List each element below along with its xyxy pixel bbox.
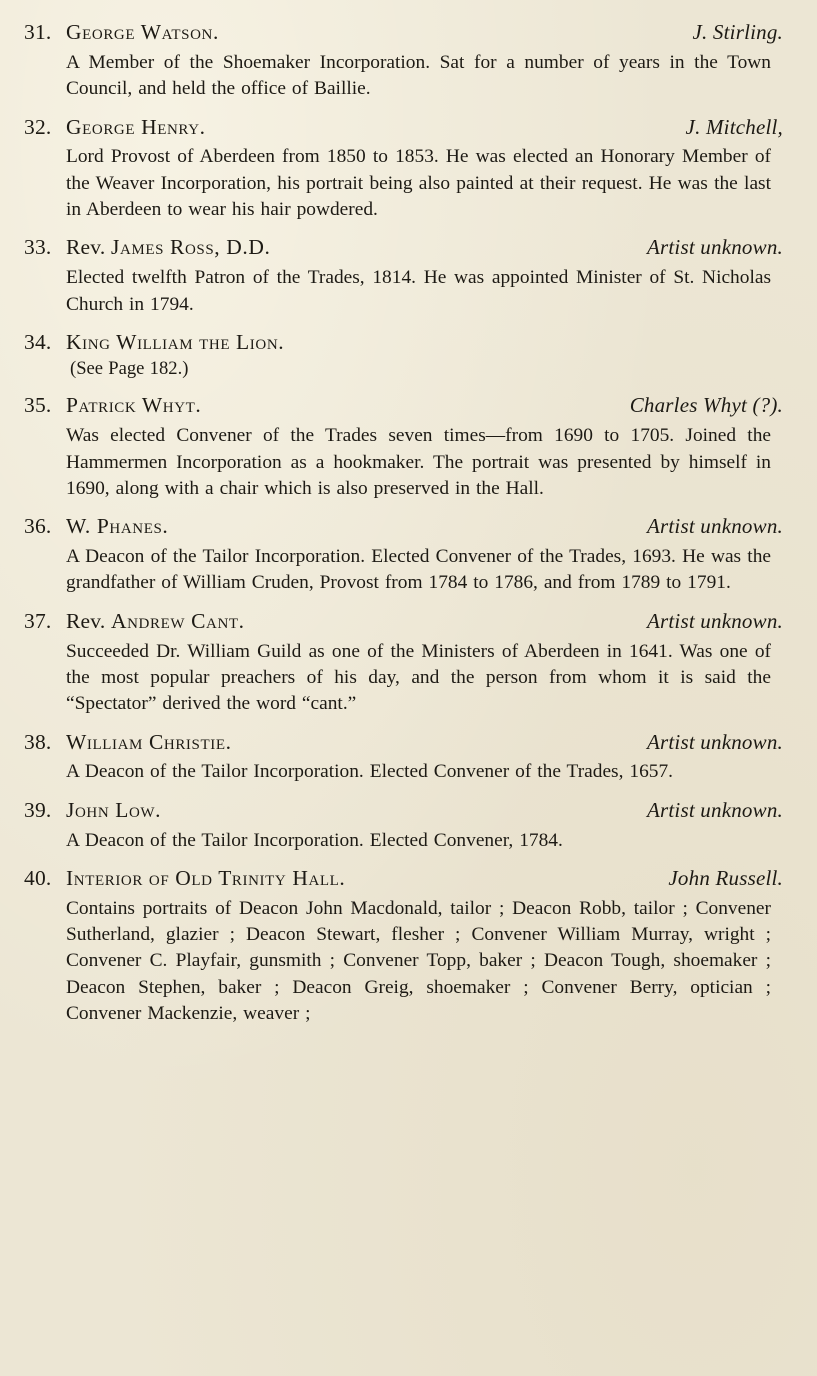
entry-title-wrap [24, 113, 206, 141]
entry-title: W. Phanes. [66, 514, 169, 539]
catalogue-entry-40 [22, 864, 787, 1028]
entry-header [22, 233, 787, 262]
entry-title-prefix: Rev. [66, 235, 111, 260]
entry-header [22, 796, 787, 825]
entry-number: 31. [24, 20, 52, 44]
entry-description: Was elected Convener of the Trades seven times—from 1690 to 1705. Joined the Hammermen Incorporation as a hookmaker. The portrait was presented by himself in 1690, along with a chair which is also preserved in the Hall. [66, 425, 771, 499]
entry-header [22, 328, 787, 356]
entry-title-wrap [24, 864, 345, 892]
entry-number: 32. [24, 114, 52, 139]
entry-title: George Watson. [66, 20, 219, 44]
entry-header [22, 18, 787, 47]
entry-artist: Artist unknown. [646, 797, 783, 822]
entry-header [22, 113, 787, 142]
entry-number: 37. [24, 608, 52, 633]
entry-title-wrap [24, 512, 168, 540]
catalogue-entry-36 [22, 512, 787, 597]
catalogue-entry-38 [22, 728, 787, 786]
entry-artist: Artist unknown. [646, 608, 783, 633]
catalogue-entry-34 [22, 328, 787, 382]
entry-number: 39. [24, 797, 52, 822]
entry-title: Interior of Old Trinity Hall. [66, 865, 346, 890]
entry-header [22, 864, 787, 893]
entry-title: John Low. [66, 797, 162, 822]
entry-artist: John Russell. [668, 865, 783, 890]
entry-description: A Deacon of the Tailor Incorporation. Elected Convener of the Trades, 1657. [66, 761, 674, 783]
entry-description: A Deacon of the Tailor Incorporation. Elected Convener of the Trades, 1693. He was the grandfather of William Cruden, Provost from 1784 to 1786, and from 1789 to 1791. [66, 546, 771, 594]
entry-artist: Charles Whyt (?). [629, 393, 783, 418]
entry-title: James Ross, D.D. [111, 235, 271, 260]
catalogue-entry-37 [22, 607, 787, 718]
entry-header [22, 512, 787, 541]
entry-title: George Henry. [66, 114, 206, 139]
entry-title-wrap [24, 233, 270, 261]
entry-description: A Member of the Shoemaker Incorporation. Sat for a number of years in the Town Council, and held the office of Baillie. [66, 51, 771, 100]
entry-title: William Christie. [66, 729, 232, 754]
entry-note: (See Page 182.) [70, 358, 189, 380]
entry-title: Andrew Cant. [111, 608, 245, 633]
entry-number: 40. [24, 865, 52, 890]
entry-header [22, 607, 787, 636]
entry-title-wrap [24, 328, 284, 356]
entry-description: Lord Provost of Aberdeen from 1850 to 1853. He was elected an Honorary Member of the Weaver Incorporation, his portrait being also painted at their request. He was the last in Aberdeen to wear his hair powdered. [66, 146, 771, 220]
entry-number: 36. [24, 514, 52, 539]
entry-artist: J. Stirling. [692, 20, 783, 44]
entry-header [22, 728, 787, 757]
entry-title-wrap [24, 18, 219, 46]
entry-artist: Artist unknown. [646, 514, 783, 539]
entry-description: Contains portraits of Deacon John Macdonald, tailor ; Deacon Robb, tailor ; Convener Sutherland, glazier ; Deacon Stewart, flesher ; Convener William Murray, wright ; Convener C. Playfair, gunsmith ; Convener Topp, baker ; Deacon Tough, shoemaker ; Deacon Stephen, baker ; Deacon Greig, shoemaker ; Convener Berry, optician ; Convener Mackenzie, weaver ; [66, 897, 771, 1025]
entry-number: 33. [24, 235, 52, 260]
catalogue-entry-31 [22, 18, 787, 103]
entry-artist: J. Mitchell, [685, 114, 783, 139]
entry-header [22, 391, 787, 420]
catalogue-entry-32 [22, 113, 787, 224]
entry-description: Succeeded Dr. William Guild as one of the Ministers of Aberdeen in 1641. Was one of the most popular preachers of his day, and the person from whom it is said the “Spectator” derived the word “cant.” [66, 640, 771, 715]
entry-artist: Artist unknown. [646, 235, 783, 260]
entry-title-wrap [24, 796, 161, 824]
entry-description: Elected twelfth Patron of the Trades, 1814. He was appointed Minister of St. Nicholas Church in 1794. [66, 267, 771, 315]
catalogue-entry-35 [22, 391, 787, 502]
entry-number: 34. [24, 329, 52, 354]
entry-title: King William the Lion. [66, 329, 285, 354]
entry-description: A Deacon of the Tailor Incorporation. Elected Convener, 1784. [66, 829, 563, 851]
entry-number: 35. [24, 393, 52, 418]
entry-title-wrap [24, 607, 245, 635]
entry-title: Patrick Whyt. [66, 393, 202, 418]
catalogue-entry-39 [22, 796, 787, 854]
catalogue-entry-33 [22, 233, 787, 318]
entry-title-wrap [24, 391, 201, 419]
entry-artist: Artist unknown. [646, 729, 783, 754]
entry-number: 38. [24, 729, 52, 754]
entry-title-prefix: Rev. [66, 608, 111, 633]
entry-title-wrap [24, 728, 232, 756]
